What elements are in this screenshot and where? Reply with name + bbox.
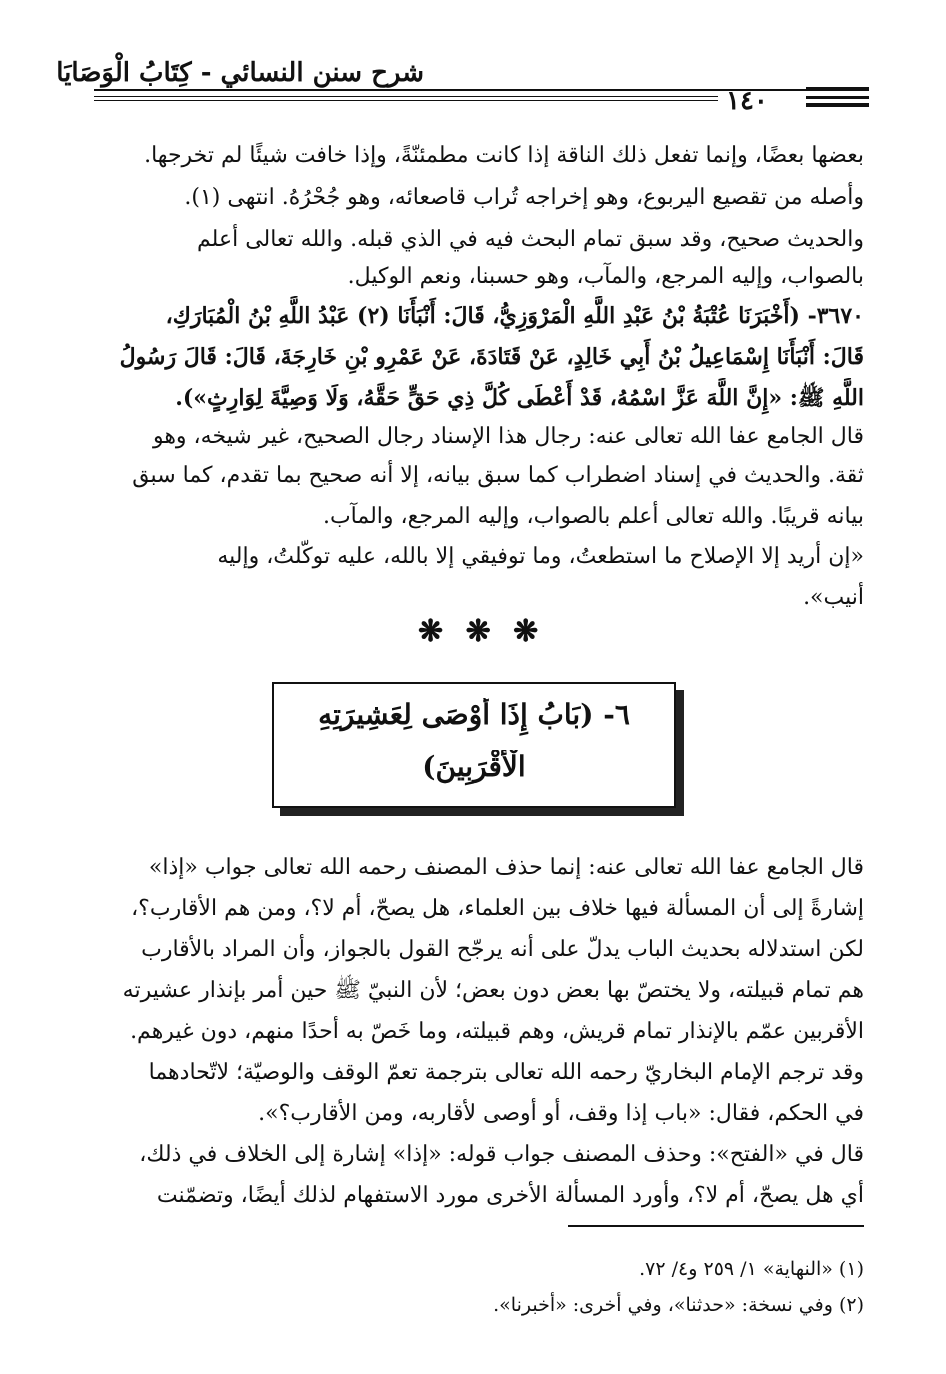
text-line: أنيب». xyxy=(803,585,864,610)
text-line: إشارةً إلى أن المسألة فيها خلاف بين العلماء، هل يصحّ، أم لا؟، ومن هم الأقارب؟، xyxy=(131,896,864,921)
footnote: (١) «النهاية» ١/ ٢٥٩ و٤/ ٧٢. xyxy=(639,1258,864,1280)
text-line: قال الجامع عفا الله تعالى عنه: رجال هذا الإسناد رجال الصحيح، غير شيخه، وهو xyxy=(152,424,864,449)
chapter-heading-line: ٦- (بَابُ إِذَا أَوْصَى لِعَشِيرَتِهِ xyxy=(318,698,630,731)
text-line: قال في «الفتح»: وحذف المصنف جواب قوله: «إذا» إشارة إلى الخلاف في ذلك، xyxy=(139,1142,864,1167)
hadith-line: اللَّهِ ﷺ: «إِنَّ اللَّهَ عَزَّ اسْمُهُ، قَدْ أَعْطَى كُلَّ ذِي حَقٍّ حَقَّهُ، وَلَا وَصِيَّةَ لِوَارِثٍ»). xyxy=(175,385,864,411)
text-line: والحديث صحيح، وقد سبق تمام البحث فيه في الذي قبله. والله تعالى أعلم xyxy=(197,227,864,252)
text-line: الأقربين عمّم بالإنذار تمام قريش، وهم قبيلته، وما خَصّ به أحدًا منهم، دون غيرهم. xyxy=(130,1019,864,1044)
text-line: وقد ترجم الإمام البخاريّ رحمه الله تعالى بترجمة تعمّ الوقف والوصيّة؛ لاتّحادهما xyxy=(148,1060,864,1085)
header-ornament-bar xyxy=(806,103,869,107)
header-rule-thin xyxy=(94,96,718,97)
text-line: ثقة. والحديث في إسناد اضطراب كما سبق بيانه، إلا أنه صحيح بما تقدم، كما سبق xyxy=(132,463,864,488)
section-divider-stars: ❋ ❋ ❋ xyxy=(418,614,545,649)
header-rule xyxy=(94,89,829,91)
running-header-title: شرح سنن النسائي - كِتَابُ الْوَصَايَا xyxy=(56,58,424,88)
text-line: أي هل يصحّ، أم لا؟، وأورد المسألة الأخرى مورد الاستفهام لذلك أيضًا، وتضمّنت xyxy=(156,1183,864,1208)
header-ornament-bar xyxy=(806,87,869,91)
header-rule-thin-lower xyxy=(94,100,718,101)
text-line: بيانه قريبًا. والله تعالى أعلم بالصواب، وإليه المرجع، والمآب. xyxy=(322,504,864,529)
text-line: وأصله من تقصيع اليربوع، وهو إخراجه تُراب قاصعائه، وهو جُحْرُهُ. انتهى (١). xyxy=(184,185,864,210)
text-line: قال الجامع عفا الله تعالى عنه: إنما حذف المصنف رحمه الله تعالى جواب «إذا» xyxy=(148,855,864,880)
text-line: هم تمام قبيلته، ولا يختصّ بها بعض دون بعض؛ لأن النبيّ ﷺ حين أمر بإنذار عشيرته xyxy=(122,978,864,1003)
text-line: لكن استدلاله بحديث الباب يدلّ على أنه يرجّح القول بالجواز، وأن المراد بالأقارب xyxy=(141,937,864,962)
chapter-heading-line: الْأَقْرَبِينَ) xyxy=(422,750,526,783)
footnote: (٢) وفي نسخة: «حدثنا»، وفي أخرى: «أخبرنا». xyxy=(493,1294,864,1316)
text-line: في الحكم، فقال: «باب إذا وقف، أو أوصى لأقاربه، ومن الأقارب؟». xyxy=(258,1101,864,1126)
text-line: «إن أريد إلا الإصلاح ما استطعتُ، وما توفيقي إلا بالله، عليه توكّلتُ، وإليه xyxy=(217,544,864,569)
chapter-heading-box xyxy=(272,682,676,808)
hadith-line: ٣٦٧٠- (أَخْبَرَنَا عُتْبَةُ بْنُ عَبْدِ اللَّهِ الْمَرْوَزِيُّ، قَالَ: أَنْبَأَنَا (٢) عَبْدُ اللَّهِ بْنُ الْمُبَارَكِ، xyxy=(165,303,864,329)
text-line: بعضها بعضًا، وإنما تفعل ذلك الناقة إذا كانت مطمئنّةً، وإذا خافت شيئًا لم تخرجها. xyxy=(144,143,864,168)
header-ornament-bar xyxy=(806,96,869,99)
text-line: بالصواب، وإليه المرجع، والمآب، وهو حسبنا، ونعم الوكيل. xyxy=(347,264,864,289)
footnote-rule xyxy=(568,1225,864,1227)
page-number: ١٤٠ xyxy=(726,86,768,116)
hadith-line: قَالَ: أَنْبَأَنَا إِسْمَاعِيلُ بْنُ أَبِي خَالِدٍ، عَنْ قَتَادَةَ، عَنْ عَمْرِو بْنِ خَارِجَةَ، قَالَ: قَالَ رَسُولُ xyxy=(119,344,864,370)
